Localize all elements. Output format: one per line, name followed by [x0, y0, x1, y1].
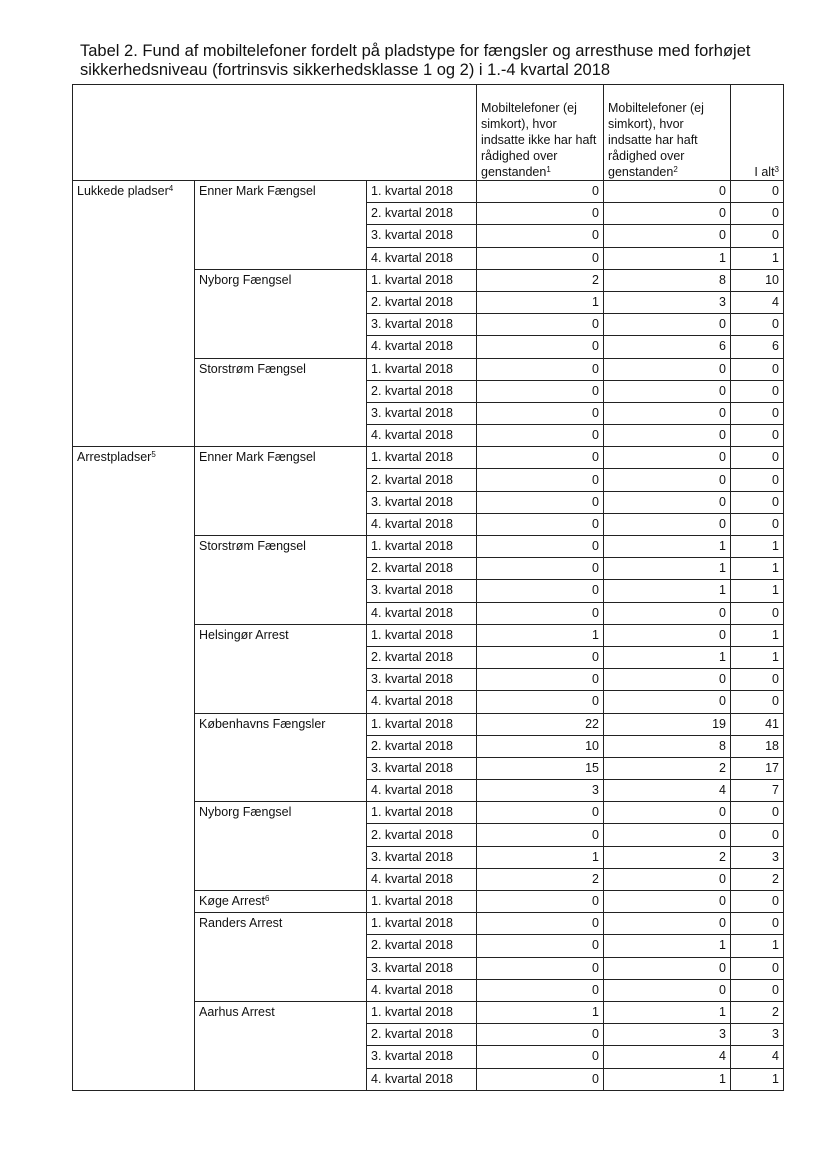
quarter-cell: 4. kvartal 2018	[367, 336, 477, 358]
header-row	[73, 85, 784, 181]
not-available-count: 0	[477, 691, 604, 713]
available-count: 3	[604, 1024, 731, 1046]
place-type-cell: Lukkede pladser$^4$	[73, 181, 195, 447]
quarter-cell: 3. kvartal 2018	[367, 580, 477, 602]
quarter-cell: 3. kvartal 2018	[367, 491, 477, 513]
total-count: 18	[731, 735, 784, 757]
total-count: 0	[731, 380, 784, 402]
total-count: 0	[731, 913, 784, 935]
available-count: 0	[604, 824, 731, 846]
not-available-count: 0	[477, 1024, 604, 1046]
quarter-cell: 4. kvartal 2018	[367, 247, 477, 269]
not-available-count: 0	[477, 491, 604, 513]
available-count: 0	[604, 979, 731, 1001]
available-count: 0	[604, 380, 731, 402]
total-count: 7	[731, 780, 784, 802]
available-count: 1	[604, 1001, 731, 1023]
total-count: 0	[731, 425, 784, 447]
available-count: 0	[604, 602, 731, 624]
available-count: 0	[604, 469, 731, 491]
table-row	[73, 447, 784, 469]
available-count: 19	[604, 713, 731, 735]
available-count: 0	[604, 691, 731, 713]
total-count: 0	[731, 447, 784, 469]
quarter-cell: 2. kvartal 2018	[367, 291, 477, 313]
not-available-count: 0	[477, 957, 604, 979]
institution-cell: Aarhus Arrest	[195, 1001, 367, 1090]
available-count: 0	[604, 225, 731, 247]
available-count: 1	[604, 1068, 731, 1090]
quarter-cell: 3. kvartal 2018	[367, 846, 477, 868]
available-count: 4	[604, 1046, 731, 1068]
total-count: 1	[731, 1068, 784, 1090]
total-count: 3	[731, 1024, 784, 1046]
not-available-count: 0	[477, 913, 604, 935]
not-available-count: 0	[477, 469, 604, 491]
quarter-cell: 2. kvartal 2018	[367, 646, 477, 668]
available-count: 1	[604, 558, 731, 580]
not-available-count: 0	[477, 181, 604, 203]
quarter-cell: 2. kvartal 2018	[367, 824, 477, 846]
not-available-count: 0	[477, 669, 604, 691]
institution-cell: Køge Arrest$^6$	[195, 891, 367, 913]
not-available-count: 0	[477, 802, 604, 824]
total-count: 0	[731, 491, 784, 513]
quarter-cell: 2. kvartal 2018	[367, 1024, 477, 1046]
not-available-count: 0	[477, 602, 604, 624]
available-count: 8	[604, 735, 731, 757]
not-available-count: 0	[477, 935, 604, 957]
total-count: 0	[731, 513, 784, 535]
header-empty-cell	[73, 85, 477, 181]
available-count: 0	[604, 203, 731, 225]
institution-cell: Enner Mark Fængsel	[195, 181, 367, 270]
institution-cell: Helsingør Arrest	[195, 624, 367, 713]
available-count: 0	[604, 425, 731, 447]
available-count: 1	[604, 646, 731, 668]
quarter-cell: 4. kvartal 2018	[367, 425, 477, 447]
total-count: 3	[731, 846, 784, 868]
not-available-count: 0	[477, 447, 604, 469]
total-count: 0	[731, 824, 784, 846]
header-col-not-available: Mobiltelefoner (ej simkort), hvor indsatte ikke har haft rådighed over genstanden$^1$	[477, 85, 604, 181]
quarter-cell: 1. kvartal 2018	[367, 891, 477, 913]
not-available-count: 2	[477, 868, 604, 890]
not-available-count: 0	[477, 513, 604, 535]
quarter-cell: 1. kvartal 2018	[367, 713, 477, 735]
quarter-cell: 3. kvartal 2018	[367, 402, 477, 424]
total-count: 0	[731, 402, 784, 424]
quarter-cell: 3. kvartal 2018	[367, 225, 477, 247]
total-count: 17	[731, 757, 784, 779]
not-available-count: 0	[477, 358, 604, 380]
quarter-cell: 1. kvartal 2018	[367, 181, 477, 203]
institution-cell: Nyborg Fængsel	[195, 802, 367, 891]
quarter-cell: 1. kvartal 2018	[367, 624, 477, 646]
available-count: 0	[604, 624, 731, 646]
not-available-count: 15	[477, 757, 604, 779]
quarter-cell: 3. kvartal 2018	[367, 957, 477, 979]
not-available-count: 1	[477, 624, 604, 646]
available-count: 2	[604, 846, 731, 868]
quarter-cell: 1. kvartal 2018	[367, 802, 477, 824]
not-available-count: 10	[477, 735, 604, 757]
quarter-cell: 4. kvartal 2018	[367, 780, 477, 802]
not-available-count: 0	[477, 536, 604, 558]
not-available-count: 0	[477, 380, 604, 402]
institution-cell: Enner Mark Fængsel	[195, 447, 367, 536]
available-count: 0	[604, 314, 731, 336]
total-count: 1	[731, 646, 784, 668]
header-col-available: Mobiltelefoner (ej simkort), hvor indsatte har haft rådighed over genstanden$^2$	[604, 85, 731, 181]
quarter-cell: 3. kvartal 2018	[367, 1046, 477, 1068]
total-count: 0	[731, 891, 784, 913]
available-count: 0	[604, 447, 731, 469]
quarter-cell: 1. kvartal 2018	[367, 269, 477, 291]
quarter-cell: 1. kvartal 2018	[367, 358, 477, 380]
not-available-count: 0	[477, 425, 604, 447]
total-count: 6	[731, 336, 784, 358]
quarter-cell: 4. kvartal 2018	[367, 1068, 477, 1090]
table-title: Tabel 2. Fund af mobiltelefoner fordelt på pladstype for fængsler og arresthuse med forhøjet sikkerhedsniveau (fortrinsvis sikkerhedsklasse 1 og 2) i 1.-4 kvartal 2018	[80, 42, 751, 79]
available-count: 3	[604, 291, 731, 313]
quarter-cell: 4. kvartal 2018	[367, 602, 477, 624]
quarter-cell: 1. kvartal 2018	[367, 447, 477, 469]
quarter-cell: 3. kvartal 2018	[367, 669, 477, 691]
available-count: 0	[604, 513, 731, 535]
not-available-count: 0	[477, 336, 604, 358]
quarter-cell: 2. kvartal 2018	[367, 935, 477, 957]
total-count: 1	[731, 935, 784, 957]
quarter-cell: 2. kvartal 2018	[367, 469, 477, 491]
available-count: 1	[604, 247, 731, 269]
total-count: 4	[731, 1046, 784, 1068]
phone-findings-table	[72, 84, 784, 1091]
not-available-count: 0	[477, 247, 604, 269]
quarter-cell: 2. kvartal 2018	[367, 380, 477, 402]
quarter-cell: 2. kvartal 2018	[367, 203, 477, 225]
not-available-count: 0	[477, 891, 604, 913]
not-available-count: 0	[477, 646, 604, 668]
quarter-cell: 1. kvartal 2018	[367, 536, 477, 558]
quarter-cell: 3. kvartal 2018	[367, 757, 477, 779]
available-count: 0	[604, 913, 731, 935]
not-available-count: 0	[477, 558, 604, 580]
not-available-count: 1	[477, 1001, 604, 1023]
total-count: 0	[731, 602, 784, 624]
available-count: 0	[604, 181, 731, 203]
quarter-cell: 2. kvartal 2018	[367, 735, 477, 757]
not-available-count: 0	[477, 824, 604, 846]
institution-cell: Randers Arrest	[195, 913, 367, 1002]
total-count: 1	[731, 247, 784, 269]
available-count: 4	[604, 780, 731, 802]
quarter-cell: 1. kvartal 2018	[367, 1001, 477, 1023]
total-count: 0	[731, 314, 784, 336]
not-available-count: 0	[477, 979, 604, 1001]
institution-cell: Københavns Fængsler	[195, 713, 367, 802]
quarter-cell: 3. kvartal 2018	[367, 314, 477, 336]
institution-cell: Storstrøm Fængsel	[195, 536, 367, 625]
place-type-cell: Arrestpladser$^5$	[73, 447, 195, 1090]
total-count: 2	[731, 1001, 784, 1023]
quarter-cell: 1. kvartal 2018	[367, 913, 477, 935]
not-available-count: 3	[477, 780, 604, 802]
total-count: 0	[731, 669, 784, 691]
available-count: 1	[604, 935, 731, 957]
total-count: 1	[731, 624, 784, 646]
total-count: 0	[731, 957, 784, 979]
not-available-count: 1	[477, 291, 604, 313]
available-count: 0	[604, 957, 731, 979]
not-available-count: 0	[477, 402, 604, 424]
total-count: 1	[731, 536, 784, 558]
quarter-cell: 4. kvartal 2018	[367, 979, 477, 1001]
total-count: 41	[731, 713, 784, 735]
total-count: 0	[731, 691, 784, 713]
quarter-cell: 4. kvartal 2018	[367, 513, 477, 535]
available-count: 0	[604, 868, 731, 890]
available-count: 8	[604, 269, 731, 291]
total-count: 0	[731, 225, 784, 247]
not-available-count: 0	[477, 1068, 604, 1090]
total-count: 10	[731, 269, 784, 291]
total-count: 0	[731, 979, 784, 1001]
total-count: 4	[731, 291, 784, 313]
available-count: 1	[604, 536, 731, 558]
total-count: 1	[731, 580, 784, 602]
available-count: 2	[604, 757, 731, 779]
quarter-cell: 2. kvartal 2018	[367, 558, 477, 580]
institution-cell: Nyborg Fængsel	[195, 269, 367, 358]
total-count: 0	[731, 802, 784, 824]
not-available-count: 22	[477, 713, 604, 735]
available-count: 0	[604, 802, 731, 824]
total-count: 1	[731, 558, 784, 580]
quarter-cell: 4. kvartal 2018	[367, 691, 477, 713]
available-count: 6	[604, 336, 731, 358]
total-count: 0	[731, 358, 784, 380]
available-count: 0	[604, 669, 731, 691]
not-available-count: 0	[477, 203, 604, 225]
available-count: 1	[604, 580, 731, 602]
available-count: 0	[604, 358, 731, 380]
not-available-count: 0	[477, 225, 604, 247]
quarter-cell: 4. kvartal 2018	[367, 868, 477, 890]
not-available-count: 0	[477, 580, 604, 602]
available-count: 0	[604, 891, 731, 913]
total-count: 0	[731, 203, 784, 225]
available-count: 0	[604, 402, 731, 424]
total-count: 0	[731, 469, 784, 491]
not-available-count: 2	[477, 269, 604, 291]
not-available-count: 1	[477, 846, 604, 868]
not-available-count: 0	[477, 1046, 604, 1068]
table-row	[73, 181, 784, 203]
available-count: 0	[604, 491, 731, 513]
table-body	[73, 181, 784, 1091]
total-count: 0	[731, 181, 784, 203]
header-col-total: I alt$^3$	[731, 85, 784, 181]
not-available-count: 0	[477, 314, 604, 336]
institution-cell: Storstrøm Fængsel	[195, 358, 367, 447]
total-count: 2	[731, 868, 784, 890]
